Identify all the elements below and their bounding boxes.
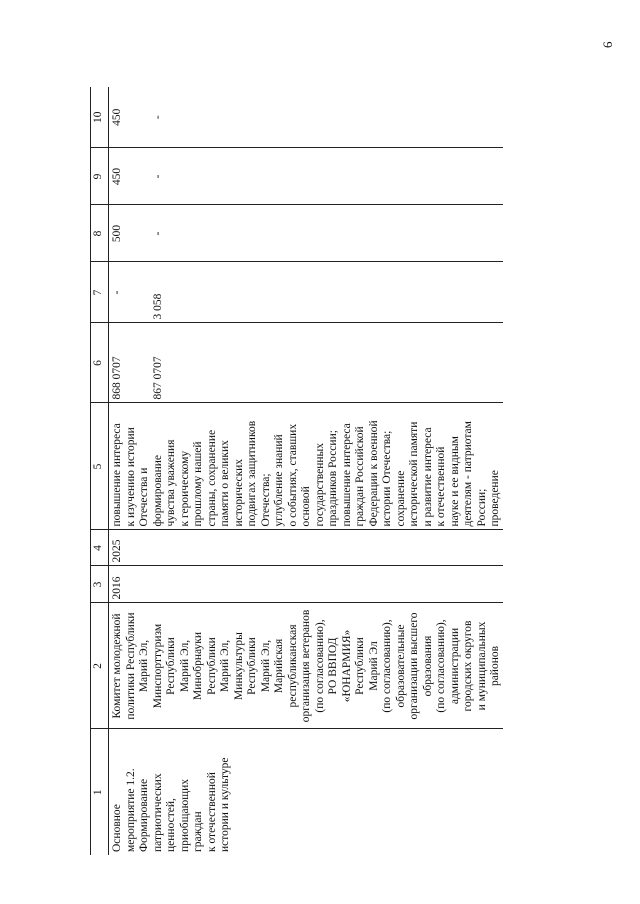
amount-line: [138, 90, 152, 145]
amount-line: 450: [111, 108, 123, 126]
header-cell: 3: [91, 566, 109, 603]
amount-line: -: [151, 231, 164, 236]
budget-code-line: [138, 327, 152, 400]
page-number: 6: [600, 41, 615, 48]
amount-line: -: [111, 290, 123, 295]
start-year-cell: 2016: [109, 566, 503, 603]
amount-col7-cell: [109, 262, 503, 323]
amount-line: -: [151, 174, 164, 179]
header-cell: 10: [91, 87, 109, 148]
amount-line: [138, 152, 152, 202]
amount-col10-cell: [109, 87, 503, 148]
amount-line: -: [151, 115, 164, 120]
amount-line: 3 058: [151, 293, 164, 320]
amount-line: [125, 90, 139, 145]
header-row: [91, 87, 109, 855]
header-cell: 5: [91, 403, 109, 530]
header-cell: 2: [91, 603, 109, 729]
header-cell: 1: [91, 729, 109, 855]
measure-name-cell: Основное мероприятие 1.2. Формирование патриотических ценностей, приобщающих граждан к отечественной истории и культуре: [111, 757, 231, 852]
amount-col9-cell: [109, 148, 503, 205]
amount-col8-cell: [109, 205, 503, 262]
header-cell: 6: [91, 323, 109, 403]
budget-code-line: 868 0707: [111, 356, 123, 400]
expected-result-cell: повышение интереса к изучению истории Отечества и формирование чувства уважения к героическому прошлому нашей страны, сохранение памяти о великих исторических подвигах защитников Отечества; углубление знаний о событиях, ставших основой государственных праздников России; повышение интереса граждан Российской Федерации к военной истории Отечества; сохранение исторической памяти и развитие интереса к отечественной науке и ее видным деятелям - патриотам России; проведение: [109, 403, 503, 530]
program-table: [90, 87, 503, 855]
amount-line: [125, 152, 139, 202]
header-cell: 8: [91, 205, 109, 262]
header-cell: 4: [91, 530, 109, 566]
table-row: [109, 87, 503, 855]
amount-line: 450: [111, 167, 123, 186]
header-cell: 9: [91, 148, 109, 205]
amount-line: [138, 209, 152, 259]
amount-line: [125, 266, 139, 320]
executor-cell: Комитет молодежной политики Республики Марий Эл, Минспорттуризм Республики Марий Эл, Минобрнауки Республики Марий Эл, Минкультуры Республики Марий Эл, Марийская республиканская организация ветеранов (по согласованию), РО ВВПОД «ЮНАРМИЯ» Республики Марий Эл (по согласованию), образовательные организации высшего образования (по согласованию), администрации городских округов и муниципальных районов: [109, 603, 503, 729]
rotated-page: [90, 87, 610, 855]
end-year-cell: 2025: [109, 530, 503, 566]
budget-code-cell: [109, 323, 503, 403]
amount-line: [125, 209, 139, 259]
header-cell: 7: [91, 262, 109, 323]
amount-line: [138, 266, 152, 320]
budget-code-line: [125, 327, 139, 400]
budget-code-line: 867 0707: [151, 356, 164, 400]
amount-line: 500: [111, 224, 123, 243]
